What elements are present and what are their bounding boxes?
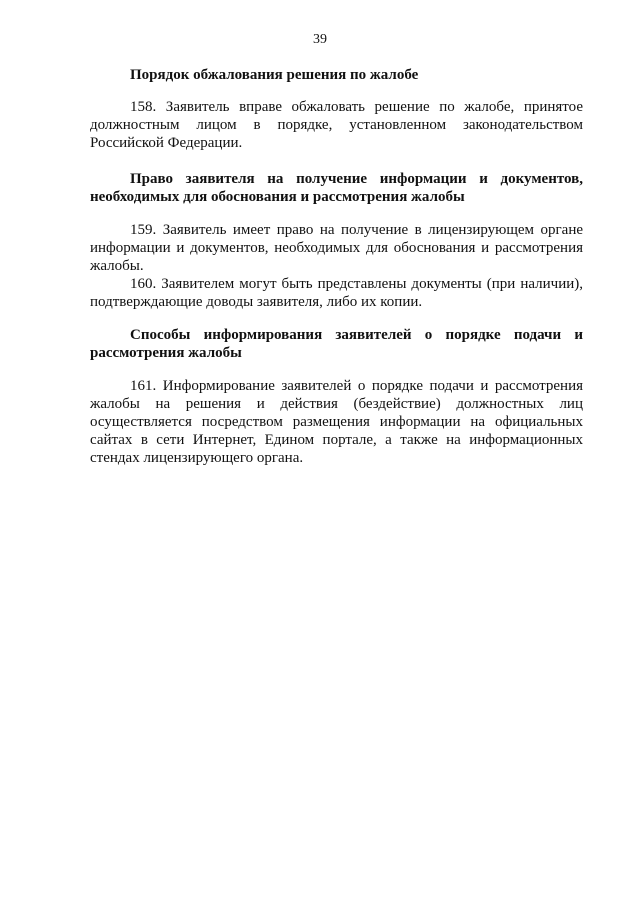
paragraph-161: 161. Информирование заявителей о порядке подачи и рассмотрения жалобы на решения и действия (бездействие) должностных лиц осуществляется посредством размещения информации на официальных сайтах в сети Интернет, Едином портале, а также на информационных стендах лицензирующего органа. <box>90 378 583 466</box>
section-heading-right-to-information: Право заявителя на получение информации и документов, необходимых для обоснования и рассмотрения жалобы <box>90 171 583 205</box>
section-heading-informing-methods: Способы информирования заявителей о порядке подачи и рассмотрения жалобы <box>90 327 583 361</box>
page-number: 39 <box>313 32 327 47</box>
paragraph-160: 160. Заявителем могут быть представлены документы (при наличии), подтверждающие доводы заявителя, либо их копии. <box>90 276 583 310</box>
paragraph-159: 159. Заявитель имеет право на получение в лицензирующем органе информации и документов, необходимых для обоснования и рассмотрения жалобы. <box>90 222 583 274</box>
section-heading-appeal-decision: Порядок обжалования решения по жалобе <box>130 67 419 83</box>
paragraph-158: 158. Заявитель вправе обжаловать решение по жалобе, принятое должностным лицом в порядке, установленном законодательством Российской Федерации. <box>90 99 583 151</box>
